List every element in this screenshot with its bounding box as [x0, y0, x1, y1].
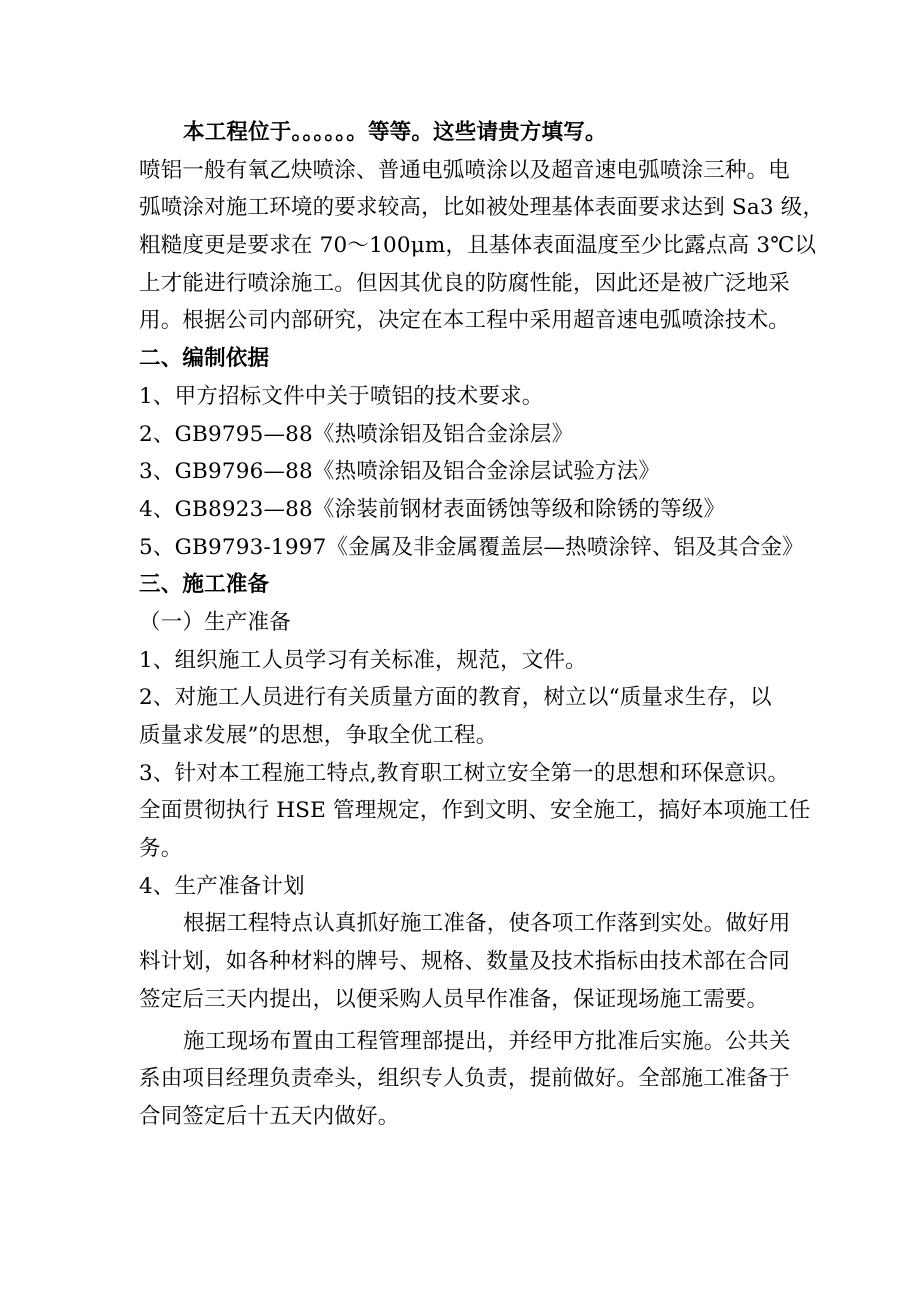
- plan-paragraph: [139, 905, 799, 1018]
- paragraph-line: 上才能进行喷涂施工。但因其优良的防腐性能，因此还是被广泛地采: [139, 270, 791, 296]
- safety-item: [139, 755, 811, 868]
- list-item: 5、GB9793-1997《金属及非金属覆盖层—热喷涂锌、铝及其合金》: [139, 534, 804, 560]
- paragraph-line: 合同签定后十五天内做好。: [139, 1103, 400, 1129]
- list-item: 2、GB9795—88《热喷涂铝及铝合金涂层》: [139, 421, 574, 447]
- list-item: 1、组织施工人员学习有关标准，规范，文件。: [139, 647, 587, 673]
- site-layout-paragraph: [139, 1023, 799, 1136]
- paragraph-line: 弧喷涂对施工环境的要求较高，比如被处理基体表面要求达到 Sa3 级，: [139, 195, 825, 221]
- paragraph-line: 用。根据公司内部研究，决定在本工程中采用超音速电弧喷涂技术。: [139, 308, 791, 334]
- subsection-heading-production: （一）生产准备: [139, 609, 291, 635]
- spraying-methods-paragraph: [139, 152, 825, 340]
- quality-education-item: [139, 679, 799, 754]
- paragraph-line: 签定后三天内提出，以便采购人员早作准备，保证现场施工需要。: [139, 986, 769, 1012]
- section-heading-basis: 二、编制依据: [139, 346, 270, 372]
- intro-paragraph: 本工程位于。。。。。。等等。这些请贵方填写。: [183, 120, 607, 145]
- paragraph-line: 全面贯彻执行 HSE 管理规定，作到文明、安全施工，搞好本项施工任: [139, 798, 811, 824]
- paragraph-line: 2、对施工人员进行有关质量方面的教育，树立以“质量求生存，以: [139, 685, 772, 711]
- paragraph-line: 施工现场布置由工程管理部提出，并经甲方批准后实施。公共关: [183, 1028, 791, 1054]
- paragraph-line: 粗糙度更是要求在 70～100μm，且基体表面温度至少比露点高 3℃以: [139, 233, 817, 259]
- paragraph-line: 务。: [139, 836, 183, 862]
- plan-heading: 4、生产准备计划: [139, 873, 305, 899]
- basis-list: [139, 378, 804, 566]
- section-heading-preparation: 三、施工准备: [139, 572, 270, 598]
- paragraph-line: 3、针对本工程施工特点,教育职工树立安全第一的思想和环保意识。: [139, 760, 790, 786]
- paragraph-line: 料计划，如各种材料的牌号、规格、数量及技术指标由技术部在合同: [139, 949, 791, 975]
- list-item: 4、GB8923—88《涂装前钢材表面锈蚀等级和除锈的等级》: [139, 496, 726, 522]
- paragraph-line: 系由项目经理负责牵头，组织专人负责，提前做好。全部施工准备于: [139, 1066, 791, 1092]
- list-item: 1、甲方招标文件中关于喷铝的技术要求。: [139, 383, 544, 409]
- paragraph-line: 根据工程特点认真抓好施工准备，使各项工作落到实处。做好用: [183, 911, 791, 937]
- paragraph-line: 喷铝一般有氧乙炔喷涂、普通电弧喷涂以及超音速电弧喷涂三种。电: [139, 157, 791, 183]
- document-body: [139, 114, 825, 1136]
- paragraph-line: 质量求发展”的思想，争取全优工程。: [139, 723, 498, 748]
- list-item: 3、GB9796—88《热喷涂铝及铝合金涂层试验方法》: [139, 459, 661, 485]
